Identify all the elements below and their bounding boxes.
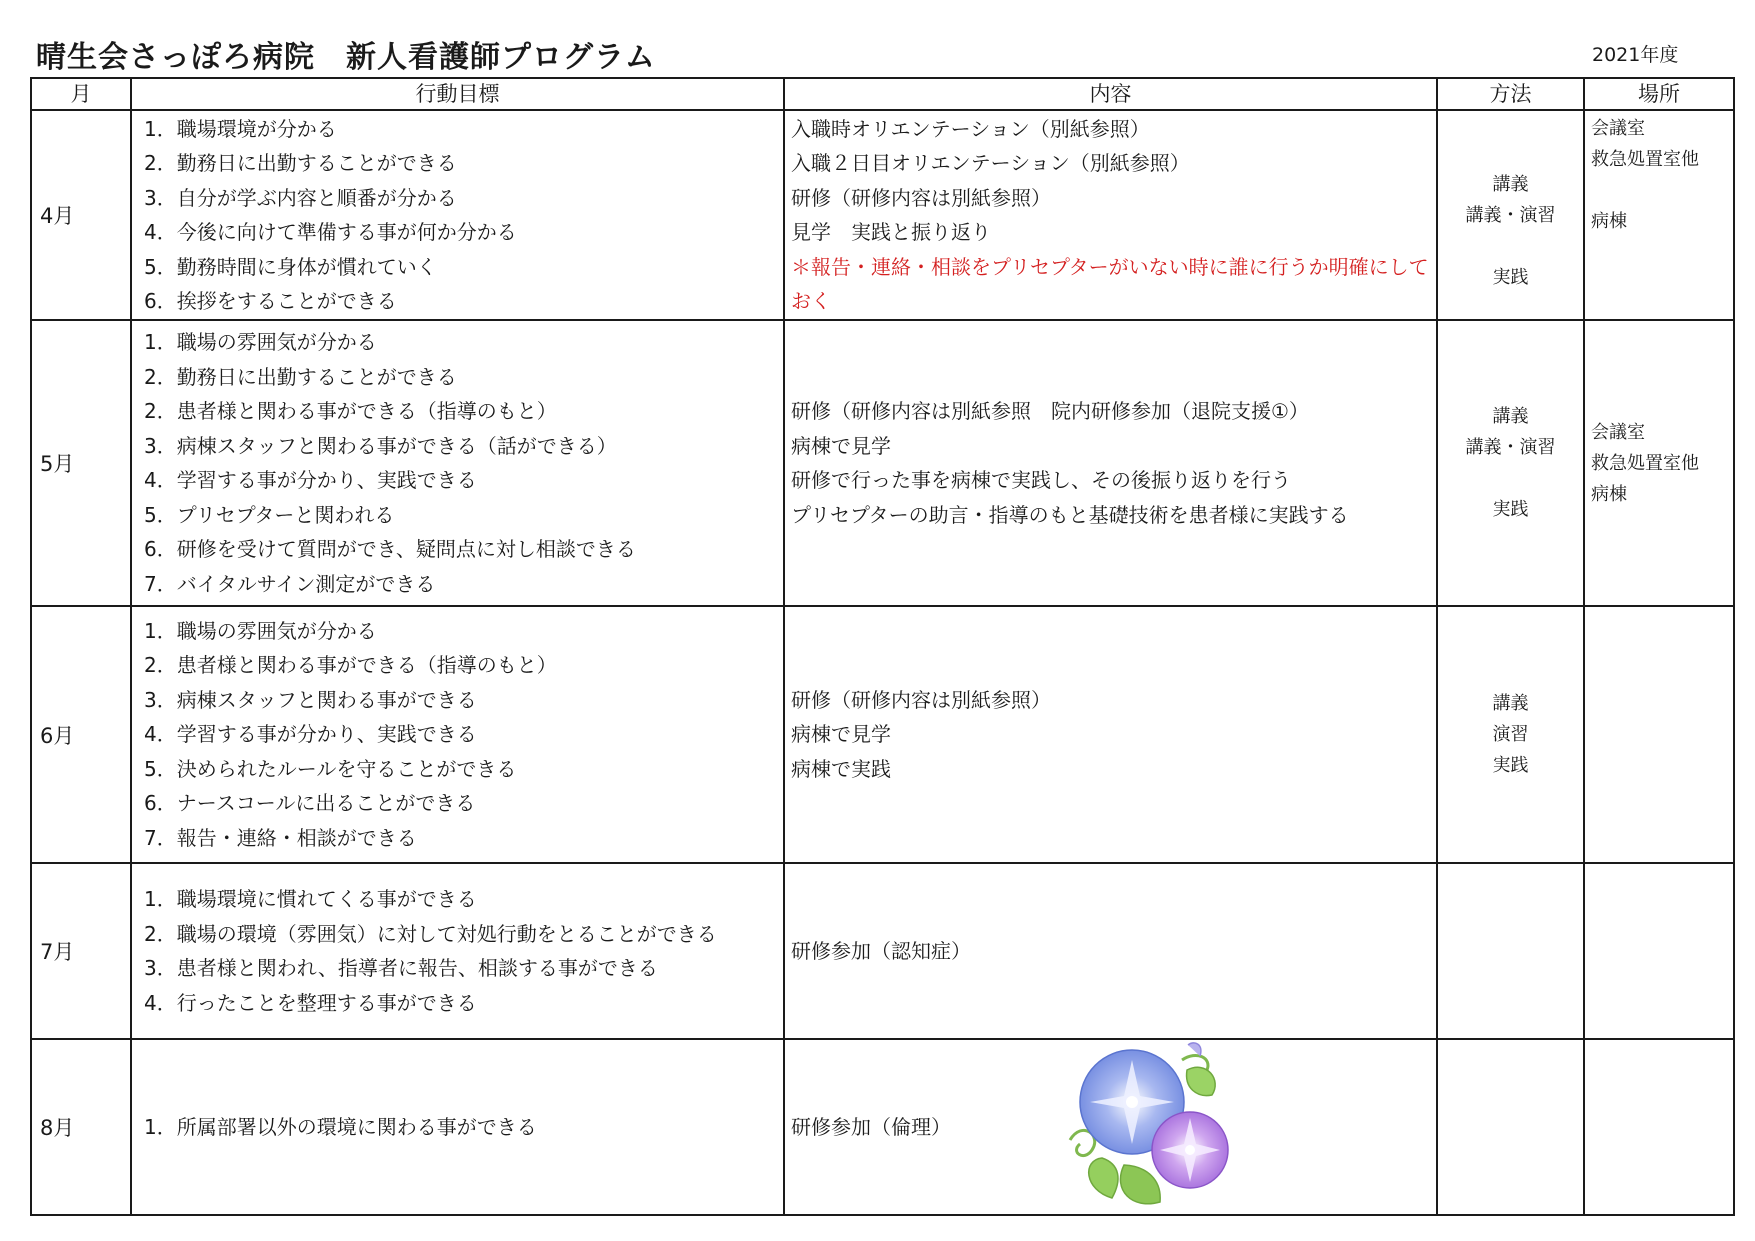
method-item: 演習: [1492, 724, 1529, 745]
content-cell: [784, 863, 1437, 1039]
content-item: 入職時オリエンテーション（別紙参照）: [791, 116, 1150, 141]
goal-item: 2．勤務日に出勤することができる: [144, 364, 457, 389]
method-item: [1444, 138, 1577, 169]
month-cell: 5月: [31, 320, 131, 606]
content-item: 研修参加（認知症）: [791, 938, 971, 963]
goal-item: 1．所属部署以外の環境に関わる事ができる: [144, 1114, 537, 1139]
content-item: 研修（研修内容は別紙参照）: [791, 185, 1051, 210]
goal-item: 2．患者様と関わる事ができる（指導のもと）: [144, 399, 557, 423]
page-title: 晴生会さっぽろ病院 新人看護師プログラム: [36, 40, 656, 75]
method-cell: [1437, 320, 1584, 606]
method-cell: [1437, 863, 1584, 1039]
goal-item: 3．患者様と関われ、指導者に報告、相談する事ができる: [144, 956, 658, 980]
header-row: [31, 78, 1734, 110]
method-item: [1444, 463, 1577, 494]
content-item: 研修参加（倫理）: [791, 1114, 951, 1139]
table-row: [31, 606, 1734, 863]
goal-item: 2．患者様と関わる事ができる（指導のもと）: [144, 653, 557, 678]
content-cell: [784, 606, 1437, 863]
place-item: 会議室: [1591, 118, 1645, 139]
goal-item: 3．病棟スタッフと関わる事ができる（話ができる）: [144, 433, 617, 458]
content-item: 研修（研修内容は別紙参照 院内研修参加（退院支援①）: [791, 399, 1309, 423]
goals-cell: [131, 1039, 784, 1215]
goals-cell: [131, 320, 784, 606]
month-cell: 4月: [31, 110, 131, 320]
content-item: 研修（研修内容は別紙参照）: [791, 687, 1051, 712]
table-row: [31, 863, 1734, 1039]
goal-item: 4．学習する事が分かり、実践できる: [144, 722, 477, 747]
goals-cell: [131, 606, 784, 863]
place-item: 病棟: [1591, 483, 1627, 505]
morning-glory-icon: [1062, 1040, 1242, 1210]
place-item: 救急処置室他: [1591, 149, 1699, 170]
method-cell: [1437, 110, 1584, 320]
month-cell: 6月: [31, 606, 131, 863]
method-item: [1444, 231, 1577, 262]
content-item: 病棟で実践: [791, 756, 891, 781]
goal-item: 1．職場の雰囲気が分かる: [144, 330, 377, 354]
goal-item: 5．プリセプターと関われる: [144, 502, 395, 527]
method-item: 実践: [1492, 499, 1529, 520]
place-item: [1591, 175, 1727, 206]
method-cell: [1437, 1039, 1584, 1215]
goal-item: 3．自分が学ぶ内容と順番が分かる: [144, 185, 457, 210]
header-place: 場所: [1584, 78, 1734, 110]
content-item: 見学 実践と振り返り: [791, 220, 991, 244]
program-table: [30, 77, 1735, 1216]
content-item: 病棟で見学: [791, 722, 891, 747]
place-cell: [1584, 863, 1734, 1039]
goal-item: 5．決められたルールを守ることができる: [144, 756, 517, 781]
method-item: 実践: [1492, 755, 1529, 776]
goals-cell: [131, 863, 784, 1039]
goal-item: 2．勤務日に出勤することができる: [144, 151, 457, 175]
table-row: [31, 320, 1734, 606]
goal-item: 3．病棟スタッフと関わる事ができる: [144, 687, 477, 712]
goal-item: 1．職場環境に慣れてくる事ができる: [144, 887, 477, 911]
goal-item: 1．職場の雰囲気が分かる: [144, 618, 377, 643]
goal-item: 2．職場の環境（雰囲気）に対して対処行動をとることができる: [144, 921, 717, 946]
goal-item: 7．バイタルサイン測定ができる: [144, 571, 436, 596]
goal-item: 1．職場環境が分かる: [144, 116, 337, 141]
month-cell: 7月: [31, 863, 131, 1039]
goal-item: 4．行ったことを整理する事ができる: [144, 990, 477, 1015]
goals-cell: [131, 110, 784, 320]
content-cell: [784, 110, 1437, 320]
goal-item: 6．研修を受けて質問ができ、疑問点に対し相談できる: [144, 537, 636, 561]
content-cell: [784, 320, 1437, 606]
method-item: 実践: [1492, 266, 1529, 288]
goal-item: 7．報告・連絡・相談ができる: [144, 825, 417, 850]
content-item: 入職２日目オリエンテーション（別紙参照）: [791, 151, 1190, 175]
place-cell: [1584, 320, 1734, 606]
place-cell: [1584, 1039, 1734, 1215]
header-goals: 行動目標: [131, 78, 784, 110]
place-cell: [1584, 110, 1734, 320]
goal-item: 6．挨拶をすることができる: [144, 289, 397, 313]
content-item: 研修で行った事を病棟で実践し、その後振り返りを行う: [791, 468, 1291, 492]
header-method: 方法: [1437, 78, 1584, 110]
goal-item: 6．ナースコールに出ることができる: [144, 791, 476, 816]
place-cell: [1584, 606, 1734, 863]
header-month: 月: [31, 78, 131, 110]
method-item: 講義: [1492, 406, 1529, 427]
fiscal-year: 2021年度: [1592, 44, 1679, 66]
goal-item: 4．今後に向けて準備する事が何か分かる: [144, 220, 517, 244]
header-content: 内容: [784, 78, 1437, 110]
place-item: 会議室: [1591, 421, 1645, 443]
month-cell: 8月: [31, 1039, 131, 1215]
method-item: 講義: [1492, 693, 1529, 714]
content-item: 病棟で見学: [791, 433, 891, 458]
goal-item: 5．勤務時間に身体が慣れていく: [144, 254, 437, 279]
method-item: 講義・演習: [1465, 437, 1556, 458]
method-item: 講義: [1492, 173, 1529, 195]
method-item: 講義・演習: [1465, 204, 1556, 226]
table-row: [31, 110, 1734, 320]
table-row: [31, 1039, 1734, 1215]
place-item: 病棟: [1591, 211, 1627, 232]
goal-item: 4．学習する事が分かり、実践できる: [144, 468, 477, 492]
content-item: プリセプターの助言・指導のもと基礎技術を患者様に実践する: [791, 502, 1349, 527]
method-cell: [1437, 606, 1584, 863]
place-item: 救急処置室他: [1591, 452, 1699, 474]
content-note: ＊報告・連絡・相談をプリセプターがいない時に誰に行うか明確にしておく: [791, 254, 1429, 313]
